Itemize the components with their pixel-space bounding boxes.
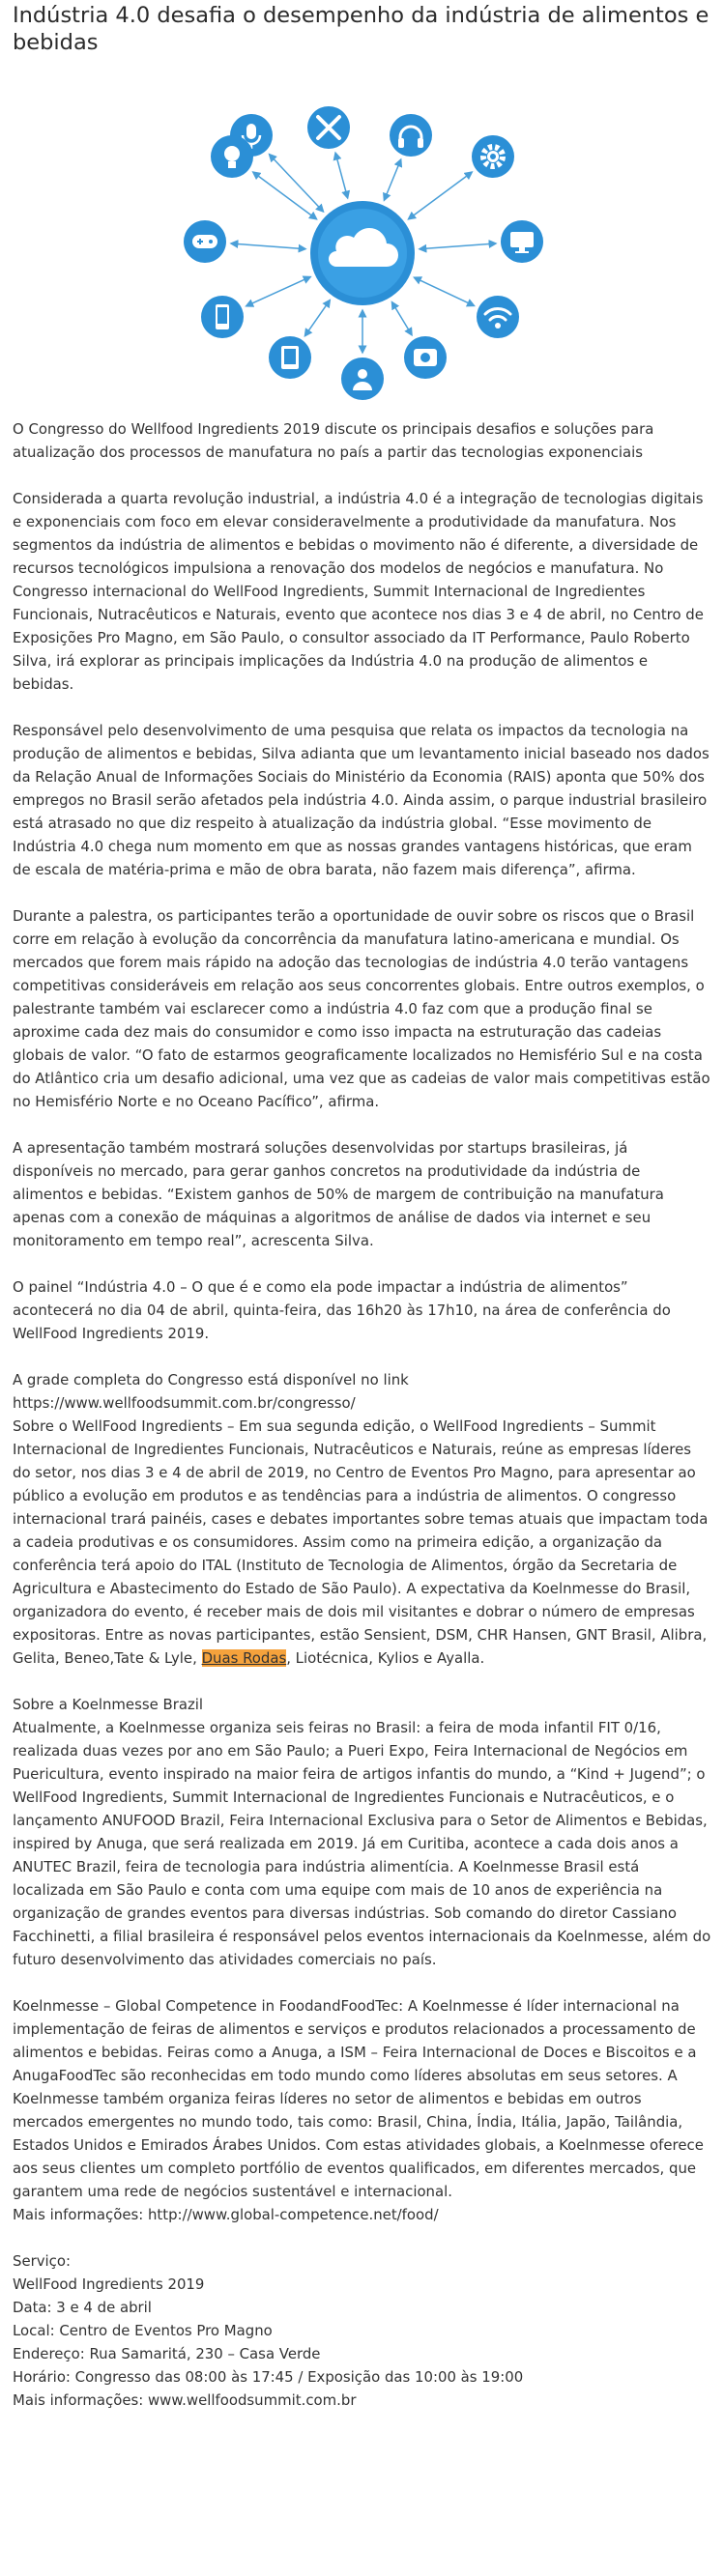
paragraph-4: Durante a palestra, os participantes terão a oportunidade de ouvir sobre os riscos que o Brasil corre em relação à evolução da concorrência da manufatura latino-americana e mundial. Os mercados que forem mais rápido na adoção das tecnologias de indústria 4.0 terão vantagens competitivas consideráveis em relação aos seus concorrentes globais. Entre outros exemplos, o palestrante também vai esclarecer como a indústria 4.0 faz com que a produção final se aproxime cada dez mais do consumidor e como isso impacta na estruturação das cadeias globais de valor. “O fato de estarmos geograficamente localizados no Hemisfério Sul e na costa do Atlântico cria um desafio adicional, uma vez que as cadeias de valor mais competitivas estão no Hemisfério Norte e no Oceano Pacífico”, afirma. xyxy=(13,907,710,1110)
connector-arrow xyxy=(417,278,472,304)
industry-4-illustration xyxy=(116,97,609,411)
gamepad-icon xyxy=(184,220,226,263)
paragraph-koelnmesse-brazil: Atualmente, a Koelnmesse organiza seis feiras no Brasil: a feira de moda infantil FIT 0/16, realizada duas vezes por ano em São Paulo; a Pueri Expo, Feira Internacional de Negócios em Puericultura, evento inspirado na maior feira de artigos infantis do mundo, a “Kind + Jugend”; o WellFood Ingredients, Summit Internacional de Ingredientes Funcionais e Nutracêuticos, e o lançamento ANUFOOD Brazil, Feira Internacional Exclusiva para o Setor de Alimentos e Bebidas, inspired by Anuga, que será realizada em 2019. Já em Curitiba, acontece a cada dois anos a ANUTEC Brazil, feira de tecnologia para indústria alimentícia. A Koelnmesse Brasil está localizada em São Paulo e conta com uma equipe com mais de 10 anos de experiência na organização de grandes eventos para diversas indústrias. Sob comando do diretor Cassiano Facchinetti, a filial brasileira é responsável pelos eventos internacionais da Koelnmesse, além do futuro desenvolvimento das atividades comerciais no país. xyxy=(13,1719,711,1968)
cloud-icon xyxy=(310,201,415,305)
paragraph-about-wellfood xyxy=(13,1415,712,1670)
person-icon xyxy=(341,358,384,400)
service-date: Data: 3 e 4 de abril xyxy=(13,2299,152,2316)
connector-arrow xyxy=(393,304,411,332)
article-title: Indústria 4.0 desafia o desempenho da indústria de alimentos e bebidas xyxy=(13,3,710,55)
lightbulb-icon xyxy=(211,135,253,178)
tools-icon xyxy=(307,106,350,149)
about-wellfood-text: Sobre o WellFood Ingredients – Em sua segunda edição, o WellFood Ingredients – Summit Internacional de Ingredientes Funcionais, Nutracêuticos e Naturais, reúne as empresas líderes do setor, nos dias 3 e 4 de abril de 2019, no Centro de Eventos Pro Magno, para apresentar ao público a evolução em produtos e as tendências para a indústria de alimentos. O congresso internacional trará painéis, cases e debates importantes sobre temas atuais que impactam toda a cadeia produtivas e os consumidores. Assim como na primeira edição, a organização da conferência terá apoio do ITAL (Instituto de Tecnologia de Alimentos, órgão da Secretaria de Agricultura e Abastecimento do Estado de São Paulo). A expectativa da Koelnmesse do Brasil, organizadora do evento, é receber mais de dois mil visitantes e dobrar o número de empresas expositoras. Entre as novas participantes, estão Sensient, DSM, CHR Hansen, GNT Brasil, Alibra, Gelita, Beneo,Tate & Lyle, xyxy=(13,1417,709,1667)
paragraph-koelnmesse-global: Koelnmesse – Global Competence in FoodandFoodTec: A Koelnmesse é líder internacional na implementação de feiras de alimentos e serviços e produtos relacionados a processamento de alimentos e bebidas. Feiras como a Anuga, a ISM – Feira Internacional de Doces e Biscoitos e a AnugaFoodTec são reconhecidas em todo mundo como líderes absolutas em seus setores. A Koelnmesse também organiza feiras líderes no setor de alimentos e bebidas em outros mercados emergentes no mundo todo, tais como: Brasil, China, Índia, Itália, Japão, Tailândia, Estados Unidos e Emirados Árabes Unidos. Com estas atividades globais, a Koelnmesse oferece aos seus clientes um completo portfólio de eventos qualificados, em diferentes mercados, que garantem uma rede de negócios sustentável e internacional. xyxy=(13,1997,704,2200)
service-more-info[interactable]: Mais informações: www.wellfoodsummit.com.br xyxy=(13,2391,357,2409)
paragraph-6: O painel “Indústria 4.0 – O que é e como ela pode impactar a indústria de alimentos” acontecerá no dia 04 de abril, quinta-feira, das 16h20 às 17h10, na área de conferência do WellFood Ingredients 2019. xyxy=(13,1278,671,1342)
service-name: WellFood Ingredients 2019 xyxy=(13,2275,205,2293)
highlighted-company: Duas Rodas xyxy=(201,1649,287,1667)
wifi-icon xyxy=(477,296,519,338)
connector-arrow xyxy=(306,302,329,333)
headphones-icon xyxy=(390,114,432,157)
connector-arrow xyxy=(422,243,493,248)
service-hours: Horário: Congresso das 08:00 às 17:45 / Exposição das 10:00 às 19:00 xyxy=(13,2368,524,2386)
monitor-icon xyxy=(501,220,543,263)
congress-schedule-text: A grade completa do Congresso está disponível no link xyxy=(13,1371,409,1388)
congress-schedule-link[interactable]: https://www.wellfoodsummit.com.br/congresso/ xyxy=(13,1394,356,1412)
service-place: Local: Centro de Eventos Pro Magno xyxy=(13,2322,273,2339)
global-competence-link[interactable]: Mais informações: http://www.global-competence.net/food/ xyxy=(13,2206,439,2223)
phone-icon xyxy=(201,296,244,338)
connector-arrow xyxy=(272,157,322,210)
paragraph-intro: O Congresso do Wellfood Ingredients 2019 discute os principais desafios e soluções para atualização dos processos de manufatura no país a partir das tecnologias exponenciais xyxy=(13,420,654,461)
about-wellfood-text-end: , Liotécnica, Kylios e Ayalla. xyxy=(286,1649,485,1667)
camera-icon xyxy=(404,336,447,379)
gear-icon xyxy=(472,135,514,178)
connector-arrow xyxy=(386,162,400,198)
connector-arrow xyxy=(255,174,314,217)
paragraph-5: A apresentação também mostrará soluções desenvolvidas por startups brasileiras, já disponíveis no mercado, para gerar ganhos concretos na produtividade da indústria de alimentos e bebidas. “Existem ganhos de 50% de margem de contribuição na manufatura apenas com a conexão de máquinas a algoritmos de análise de dados via internet e seu monitoramento em tempo real”, acrescenta Silva. xyxy=(13,1139,664,1249)
paragraph-2: Considerada a quarta revolução industrial, a indústria 4.0 é a integração de tecnologias digitais e exponenciais com foco em elevar consideravelmente a produtividade da manufatura. Nos segmentos da indústria de alimentos e bebidas o movimento não é diferente, a diversidade de recursos tecnológicos impulsiona a renovação dos modelos de negócios e manufatura. No Congresso internacional do WellFood Ingredients, Summit Internacional de Ingredientes Funcionais, Nutracêuticos e Naturais, evento que acontece nos dias 3 e 4 de abril, no Centro de Exposições Pro Magno, em São Paulo, o consultor associado da IT Performance, Paulo Roberto Silva, irá explorar as principais implicações da Indústria 4.0 na produção de alimentos e bebidas. xyxy=(13,490,704,693)
service-heading: Serviço: xyxy=(13,2252,71,2270)
connector-arrow xyxy=(336,156,347,195)
tablet-icon xyxy=(269,336,311,379)
service-address: Endereço: Rua Samaritá, 230 – Casa Verde xyxy=(13,2345,321,2362)
connector-arrow xyxy=(411,174,470,217)
connector-arrow xyxy=(248,278,307,305)
connector-arrow xyxy=(234,243,303,248)
article-body xyxy=(13,417,712,2412)
paragraph-3: Responsável pelo desenvolvimento de uma pesquisa que relata os impactos da tecnologia na produção de alimentos e bebidas, Silva adianta que um levantamento inicial baseado nos dados da Relação Anual de Informações Sociais do Ministério da Economia (RAIS) aponta que 50% dos empregos no Brasil serão afetados pela indústria 4.0. Ainda assim, o parque industrial brasileiro está atrasado no que diz respeito à atualização da indústria global. “Esse movimento de Indústria 4.0 chega num momento em que as nossas grandes vantagens históricas, que eram de escala de matéria-prima e mão de obra barata, não fazem mais diferença”, afirma. xyxy=(13,722,710,878)
koelnmesse-brazil-heading: Sobre a Koelnmesse Brazil xyxy=(13,1696,204,1713)
